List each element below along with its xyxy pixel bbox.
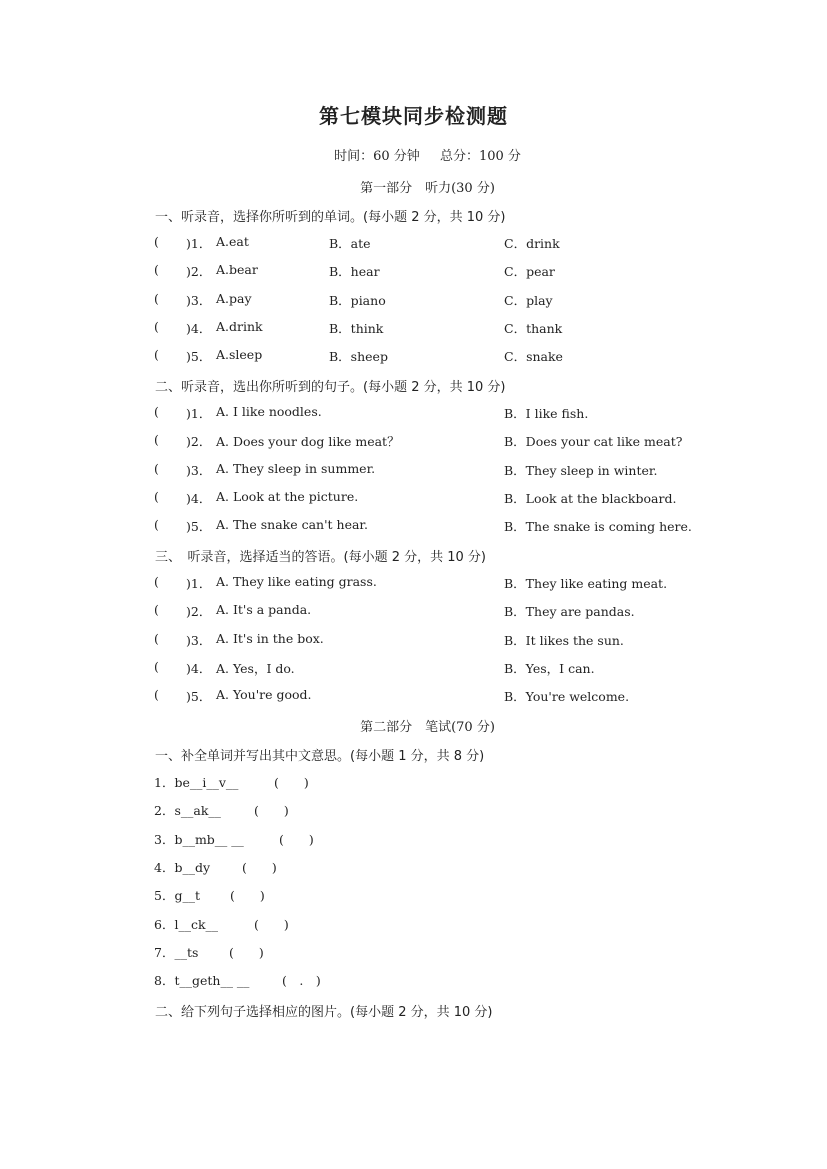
answer-bracket-open: ( bbox=[154, 687, 159, 703]
answer-bracket-open: ( bbox=[154, 404, 159, 419]
option-c: C．thank bbox=[504, 320, 563, 336]
option-a: A. They sleep in summer. bbox=[216, 460, 376, 476]
word-blank: 7．__ts bbox=[154, 944, 199, 960]
section-2-heading: 二、听录音，选出你所听到的句子。(每小题 2 分，共 10 分) bbox=[155, 380, 506, 395]
answer-bracket-open: ( bbox=[154, 290, 159, 306]
question-number: )1． bbox=[186, 406, 212, 421]
total-score: 总分：100 分 bbox=[439, 149, 521, 164]
question-number: )5． bbox=[186, 349, 212, 365]
option-b: B．The snake is coming here. bbox=[504, 519, 692, 535]
option-a: A.drink bbox=[216, 318, 263, 334]
question-number: )4． bbox=[186, 660, 212, 676]
word-blank: 3．b__mb__ __ bbox=[154, 831, 244, 847]
meaning-bracket: ( ) bbox=[242, 859, 277, 875]
answer-bracket-open: ( bbox=[154, 630, 159, 646]
page-title: 第七模块同步检测题 bbox=[319, 104, 508, 128]
option-b: B．They sleep in winter. bbox=[504, 462, 658, 478]
word-blank: 5．g__t bbox=[154, 888, 200, 904]
option-a: A. Does your dog like meat？ bbox=[216, 434, 400, 450]
option-c: C．snake bbox=[504, 349, 563, 365]
time-limit: 时间：60 分钟 bbox=[334, 149, 420, 164]
option-b: B．They are pandas. bbox=[504, 604, 635, 620]
answer-bracket-open: ( bbox=[154, 318, 159, 334]
part-two-heading: 第二部分 笔试(70 分) bbox=[360, 720, 495, 735]
meaning-bracket: ( . ) bbox=[282, 973, 321, 989]
answer-bracket-open: ( bbox=[154, 234, 159, 249]
written-1-heading: 一、补全单词并写出其中文意思。(每小题 1 分，共 8 分) bbox=[155, 749, 485, 764]
answer-bracket-open: ( bbox=[154, 460, 159, 476]
word-blank: 1．be__i__v__ bbox=[154, 775, 239, 790]
option-c: C．pear bbox=[504, 264, 555, 280]
option-a: A.bear bbox=[216, 262, 258, 278]
meaning-bracket: ( ) bbox=[279, 831, 314, 847]
question-number: )3． bbox=[186, 292, 212, 308]
question-number: )2． bbox=[186, 604, 212, 620]
answer-bracket-open: ( bbox=[154, 574, 159, 589]
option-a: A.eat bbox=[216, 234, 249, 249]
option-a: A. They like eating grass. bbox=[216, 574, 377, 589]
answer-bracket-open: ( bbox=[154, 347, 159, 363]
question-number: )2． bbox=[186, 264, 212, 280]
option-a: A. I like noodles. bbox=[216, 404, 322, 419]
question-number: )5． bbox=[186, 519, 212, 535]
question-number: )4． bbox=[186, 320, 212, 336]
question-number: )2． bbox=[186, 434, 212, 450]
word-blank: 8．t__geth__ __ bbox=[154, 973, 250, 989]
answer-bracket-open: ( bbox=[154, 432, 159, 448]
option-b: B．ate bbox=[329, 236, 371, 251]
answer-bracket-open: ( bbox=[154, 262, 159, 278]
section-3-heading: 三、 听录音，选择适当的答语。(每小题 2 分，共 10 分) bbox=[155, 550, 486, 565]
option-b: B．It likes the sun. bbox=[504, 632, 624, 648]
question-number: )5． bbox=[186, 689, 212, 705]
option-b: B．Does your cat like meat? bbox=[504, 434, 683, 450]
option-c: C．drink bbox=[504, 236, 560, 251]
option-a: A.pay bbox=[216, 290, 252, 306]
option-a: A. It's in the box. bbox=[216, 630, 324, 646]
question-number: )3． bbox=[186, 632, 212, 648]
option-b: B．sheep bbox=[329, 349, 388, 365]
answer-bracket-open: ( bbox=[154, 517, 159, 533]
option-c: C．play bbox=[504, 292, 553, 308]
word-blank: 2．s__ak__ bbox=[154, 803, 221, 819]
question-number: )3． bbox=[186, 462, 212, 478]
meaning-bracket: ( ) bbox=[229, 944, 264, 960]
option-b: B．piano bbox=[329, 292, 386, 308]
option-b: B．You're welcome. bbox=[504, 689, 630, 705]
exam-meta bbox=[0, 145, 827, 164]
answer-bracket-open: ( bbox=[154, 488, 159, 504]
question-number: )1． bbox=[186, 236, 212, 251]
word-blank: 4．b__dy bbox=[154, 859, 211, 875]
answer-bracket-open: ( bbox=[154, 658, 159, 674]
option-b: B．Look at the blackboard. bbox=[504, 490, 677, 506]
option-b: B．think bbox=[329, 320, 384, 336]
option-b: B．I like fish. bbox=[504, 406, 589, 421]
option-a: A. You're good. bbox=[216, 687, 312, 703]
meaning-bracket: ( ) bbox=[254, 916, 289, 932]
question-number: )4． bbox=[186, 490, 212, 506]
option-a: A.sleep bbox=[216, 347, 263, 363]
written-2-heading: 二、给下列句子选择相应的图片。(每小题 2 分，共 10 分) bbox=[155, 1005, 493, 1020]
word-blank: 6．l__ck__ bbox=[154, 916, 219, 932]
option-a: A. It's a panda. bbox=[216, 602, 312, 618]
part-one-heading: 第一部分 听力(30 分) bbox=[360, 181, 495, 196]
option-b: B．Yes，I can. bbox=[504, 660, 595, 676]
section-1-heading: 一、听录音，选择你所听到的单词。(每小题 2 分，共 10 分) bbox=[155, 210, 506, 225]
option-a: A. Look at the picture. bbox=[216, 488, 359, 504]
option-b: B．hear bbox=[329, 264, 380, 280]
meaning-bracket: ( ) bbox=[274, 775, 309, 790]
answer-bracket-open: ( bbox=[154, 602, 159, 618]
option-b: B．They like eating meat. bbox=[504, 576, 668, 591]
question-number: )1． bbox=[186, 576, 212, 591]
meaning-bracket: ( ) bbox=[230, 888, 265, 904]
option-a: A. The snake can't hear. bbox=[216, 517, 369, 533]
meaning-bracket: ( ) bbox=[254, 803, 289, 819]
option-a: A. Yes，I do. bbox=[216, 660, 295, 676]
